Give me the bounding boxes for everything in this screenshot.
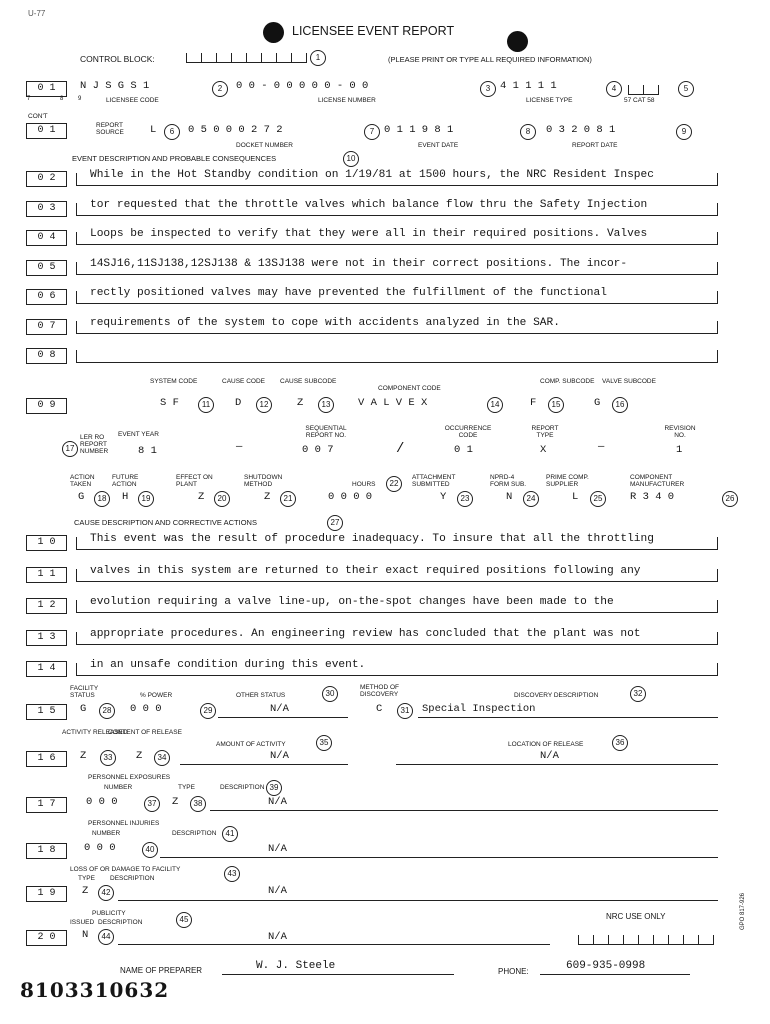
method-label: METHOD OF DISCOVERY <box>360 684 399 698</box>
nrc-use-label: NRC USE ONLY <box>606 912 666 921</box>
event-description-row-code-text: 0 8 <box>27 349 67 363</box>
circle-31: 31 <box>397 703 413 719</box>
cause-description-row-code <box>26 630 67 646</box>
nrc-use-cells <box>578 930 714 945</box>
cause-description-row-code-text: 1 0 <box>27 536 67 550</box>
damage-description[interactable]: N/A <box>268 885 287 897</box>
cause-description-line[interactable] <box>76 627 718 645</box>
power[interactable]: 0 0 0 <box>130 703 162 715</box>
circle-11: 11 <box>198 397 214 413</box>
publicity-description[interactable]: N/A <box>268 931 287 943</box>
exposures-type-label: TYPE <box>178 784 195 791</box>
content-label: CONTENT OF RELEASE <box>108 729 182 736</box>
circle-38: 38 <box>190 796 206 812</box>
cont-label: CON'T <box>28 113 48 120</box>
circle-16: 16 <box>612 397 628 413</box>
report-type-label: REPORT TYPE <box>531 425 559 439</box>
activity-released[interactable]: Z <box>80 750 87 762</box>
circle-44: 44 <box>98 929 114 945</box>
exposures-number[interactable]: 0 0 0 <box>86 796 118 808</box>
circle-39: 39 <box>266 780 282 796</box>
action-taken-label: ACTION TAKEN <box>70 474 95 488</box>
event-description-line[interactable] <box>76 289 718 304</box>
circle-12: 12 <box>256 397 272 413</box>
injuries-number[interactable]: 0 0 0 <box>84 842 116 854</box>
event-description-row-code-text: 0 5 <box>27 261 67 275</box>
docket-number[interactable]: 0 5 0 0 0 2 7 2 <box>188 124 283 136</box>
cause-description-line-text: appropriate procedures. An engineering review has concluded that the plant was not <box>90 627 641 640</box>
corner-code: U-77 <box>28 9 46 18</box>
ler-dash: — <box>236 441 243 453</box>
ler-label: LER RO REPORT NUMBER <box>80 434 109 455</box>
event-description-line-text: rectly positioned valves may have prevented the fulfillment of the functional <box>90 287 607 299</box>
event-description-row-code <box>26 230 67 246</box>
event-description-row-code <box>26 201 67 217</box>
exposures-type[interactable]: Z <box>172 796 179 808</box>
cause-description-line-text: evolution requiring a valve line-up, on-the-spot changes have been made to the <box>90 596 614 608</box>
phone-label: PHONE: <box>498 967 529 976</box>
circle-37: 37 <box>144 796 160 812</box>
circle-13: 13 <box>318 397 334 413</box>
circle-40: 40 <box>142 842 158 858</box>
cause-description-label: CAUSE DESCRIPTION AND CORRECTIVE ACTIONS <box>74 518 257 527</box>
license-number-label: LICENSE NUMBER <box>318 97 376 104</box>
circle-6: 6 <box>164 124 180 140</box>
circle-30: 30 <box>322 686 338 702</box>
row-code-18 <box>26 843 67 859</box>
damage-type[interactable]: Z <box>82 885 89 897</box>
row-code-17 <box>26 797 67 813</box>
circle-41: 41 <box>222 826 238 842</box>
location-of-release[interactable]: N/A <box>540 750 559 762</box>
cause-description-row-code <box>26 598 67 614</box>
row-code-01 <box>26 81 67 97</box>
circle-2: 2 <box>212 81 228 97</box>
event-description-line[interactable] <box>76 230 718 245</box>
future-action[interactable]: H <box>122 491 129 503</box>
method[interactable]: C <box>376 703 383 715</box>
row-code-16 <box>26 751 67 767</box>
content-of-release[interactable]: Z <box>136 750 143 762</box>
other-status[interactable]: N/A <box>270 703 289 715</box>
cause-subcode-label: CAUSE SUBCODE <box>280 378 337 385</box>
component-code[interactable]: V A L V E X <box>358 397 428 409</box>
row-code-09 <box>26 398 67 414</box>
circle-21: 21 <box>280 491 296 507</box>
manufacturer-label: COMPONENT MANUFACTURER <box>630 474 685 488</box>
docket-label: DOCKET NUMBER <box>236 142 293 149</box>
circle-22: 22 <box>386 476 402 492</box>
event-description-row-code-text: 0 2 <box>27 172 67 186</box>
cause-description-row-code <box>26 567 67 583</box>
preparer-name[interactable]: W. J. Steele <box>256 960 336 972</box>
location-label: LOCATION OF RELEASE <box>508 741 584 748</box>
event-description-row-code-text: 0 3 <box>27 202 67 216</box>
valve-subcode[interactable]: G <box>594 397 601 409</box>
damage-description-label: DESCRIPTION <box>110 875 155 882</box>
event-description-line-text: requirements of the system to cope with accidents analyzed in the SAR. <box>90 316 560 329</box>
control-block-cells[interactable] <box>186 48 307 63</box>
power-label: % POWER <box>140 692 173 699</box>
control-block-label: CONTROL BLOCK: <box>80 54 155 64</box>
cause-description-line[interactable] <box>76 535 718 550</box>
license-type-label: LICENSE TYPE <box>526 97 573 104</box>
injuries-label: PERSONNEL INJURIES <box>88 820 160 827</box>
report-source-label: REPORT SOURCE <box>96 122 124 136</box>
cause-code-label: CAUSE CODE <box>222 378 265 385</box>
component-code-label: COMPONENT CODE <box>378 385 441 392</box>
row-code-20 <box>26 930 67 946</box>
row-code-01-text: 0 1 <box>27 82 67 96</box>
exposures-label: PERSONNEL EXPOSURES <box>88 774 171 781</box>
circle-1: 1 <box>310 50 326 66</box>
form-title: LICENSEE EVENT REPORT <box>292 24 455 38</box>
manufacturer[interactable]: R 3 4 0 <box>630 491 675 503</box>
cat-cells[interactable] <box>628 80 659 95</box>
supplier-label: PRIME COMP. SUPPLIER <box>546 474 589 488</box>
cause-description-line-text: valves in this system are returned to their exact required positions following any <box>90 564 641 577</box>
row-code-cont <box>26 123 67 139</box>
event-description-line-text: 14SJ16,11SJ138,12SJ138 & 13SJ138 were not in their correct positions. The incor- <box>90 257 628 270</box>
occurrence-code[interactable]: 0 1 <box>454 444 473 456</box>
row-code-19-text: 1 9 <box>27 887 67 901</box>
nprd[interactable]: N <box>506 491 513 503</box>
facility-status-label: FACILITY STATUS <box>70 685 99 699</box>
circle-10: 10 <box>343 151 359 167</box>
circle-32: 32 <box>630 686 646 702</box>
report-type[interactable]: X <box>540 444 547 456</box>
hours-label: HOURS <box>352 481 376 488</box>
supplier[interactable]: L <box>572 491 579 503</box>
valve-subcode-label: VALVE SUBCODE <box>602 378 656 385</box>
injuries-description-label: DESCRIPTION <box>172 830 217 837</box>
publicity-description-label: DESCRIPTION <box>98 919 143 926</box>
cause-description-line-text: in an unsafe condition during this event. <box>90 659 366 671</box>
revision-label: REVISION NO. <box>664 425 696 439</box>
circle-36: 36 <box>612 735 628 751</box>
event-year-label: EVENT YEAR <box>118 431 159 438</box>
event-description-line[interactable] <box>76 257 718 275</box>
issued-label: ISSUED <box>70 919 95 926</box>
event-description-line[interactable] <box>76 198 718 216</box>
shutdown-label: SHUTDOWN METHOD <box>244 474 283 488</box>
circle-45: 45 <box>176 912 192 928</box>
event-description-row-code-text: 0 7 <box>27 320 67 334</box>
event-description-row-code <box>26 319 67 335</box>
circle-8: 8 <box>520 124 536 140</box>
effect[interactable]: Z <box>198 491 205 503</box>
attachment-label: ATTACHMENT SUBMITTED <box>412 474 456 488</box>
cause-description-line-text: This event was the result of procedure inadequacy. To insure that all the throttling <box>90 533 654 545</box>
sequential-label: SEQUENTIAL REPORT NO. <box>305 425 347 439</box>
row-code-15 <box>26 704 67 720</box>
event-description-line-text: tor requested that the throttle valves which balance flow thru the Safety Injection <box>90 198 648 211</box>
license-number[interactable]: 0 0 - 0 0 0 0 0 - 0 0 <box>236 80 369 92</box>
cause-subcode[interactable]: Z <box>297 397 304 409</box>
event-description-label: EVENT DESCRIPTION AND PROBABLE CONSEQUENCES <box>72 154 277 163</box>
event-description-line-text: While in the Hot Standby condition on 1/19/81 at 1500 hours, the NRC Resident Inspec <box>90 169 654 181</box>
publicity-label: PUBLICITY <box>92 910 126 917</box>
ler-dash-2: — <box>598 441 605 453</box>
circle-29: 29 <box>200 703 216 719</box>
damage-label: LOSS OF OR DAMAGE TO FACILITY <box>70 866 181 873</box>
future-action-label: FUTURE ACTION <box>112 474 139 488</box>
comp-subcode-label: COMP. SUBCODE <box>540 378 595 385</box>
discovery-description[interactable]: Special Inspection <box>422 703 536 715</box>
injuries-number-label: NUMBER <box>92 830 121 837</box>
cause-description-row-code <box>26 535 67 551</box>
licensee-code-label: LICENSEE CODE <box>106 97 159 104</box>
circle-19: 19 <box>138 491 154 507</box>
row-code-17-text: 1 7 <box>27 798 67 812</box>
amount-label: AMOUNT OF ACTIVITY <box>216 741 286 748</box>
damage-type-label: TYPE <box>78 875 95 882</box>
event-description-row-code-text: 0 6 <box>27 290 67 304</box>
sequential-number[interactable]: 0 0 7 <box>302 444 334 456</box>
circle-9: 9 <box>676 124 692 140</box>
side-stamp: GPO 817-926 <box>740 892 746 930</box>
row-code-16-text: 1 6 <box>27 752 67 766</box>
system-code-label: SYSTEM CODE <box>150 378 198 385</box>
event-description-row-code <box>26 260 67 276</box>
circle-26: 26 <box>722 491 738 507</box>
event-description-line[interactable] <box>76 171 718 186</box>
nprd-label: NPRD-4 FORM SUB. <box>490 474 527 488</box>
comp-subcode[interactable]: F <box>530 397 537 409</box>
circle-28: 28 <box>99 703 115 719</box>
row-code-20-text: 2 0 <box>27 931 67 945</box>
row-code-18-text: 1 8 <box>27 844 67 858</box>
other-status-label: OTHER STATUS <box>236 692 286 699</box>
revision-number[interactable]: 1 <box>676 444 683 456</box>
cause-code[interactable]: D <box>235 397 242 409</box>
circle-25: 25 <box>590 491 606 507</box>
circle-24: 24 <box>523 491 539 507</box>
exposures-number-label: NUMBER <box>104 784 133 791</box>
event-description-row-code <box>26 348 67 364</box>
facility-status[interactable]: G <box>80 703 87 715</box>
activity-released-label: ACTIVITY RELEASED <box>62 729 128 736</box>
registration-dot-left <box>263 22 284 43</box>
license-type[interactable]: 4 1 1 1 1 <box>500 80 557 92</box>
report-date[interactable]: 0 3 2 0 8 1 <box>546 124 616 136</box>
licensee-code[interactable]: N J S G S 1 <box>80 80 150 92</box>
injuries-description[interactable]: N/A <box>268 843 287 855</box>
cause-description-row-code-text: 1 3 <box>27 631 67 645</box>
circle-14: 14 <box>487 397 503 413</box>
instruction-text: (PLEASE PRINT OR TYPE ALL REQUIRED INFORMATION) <box>388 55 592 64</box>
system-code[interactable]: S F <box>160 397 179 409</box>
row-code-cont-text: 0 1 <box>27 124 67 138</box>
cause-description-row-code <box>26 661 67 677</box>
cause-description-row-code-text: 1 1 <box>27 568 67 582</box>
circle-5: 5 <box>678 81 694 97</box>
row-code-15-text: 1 5 <box>27 705 67 719</box>
circle-3: 3 <box>480 81 496 97</box>
exposures-description-label: DESCRIPTION <box>220 784 265 791</box>
cause-description-line[interactable] <box>76 598 718 613</box>
event-date[interactable]: 0 1 1 9 8 1 <box>384 124 454 136</box>
ler-slash: / <box>396 441 405 457</box>
exposures-description[interactable]: N/A <box>268 796 287 808</box>
event-date-label: EVENT DATE <box>418 142 459 149</box>
cause-description-line[interactable] <box>76 564 718 582</box>
circle-20: 20 <box>214 491 230 507</box>
effect-label: EFFECT ON PLANT <box>176 474 213 488</box>
circle-23: 23 <box>457 491 473 507</box>
event-description-row-code <box>26 171 67 187</box>
report-date-label: REPORT DATE <box>572 142 618 149</box>
event-description-row-code <box>26 289 67 305</box>
report-source[interactable]: L <box>150 124 157 136</box>
circle-17: 17 <box>62 441 78 457</box>
circle-4: 4 <box>606 81 622 97</box>
shutdown[interactable]: Z <box>264 491 271 503</box>
cat-label: 57 CAT 58 <box>624 97 655 104</box>
event-description-line-text: Loops be inspected to verify that they were all in their required positions. Valves <box>90 228 648 240</box>
circle-33: 33 <box>100 750 116 766</box>
circle-27: 27 <box>327 515 343 531</box>
publicity-issued[interactable]: N <box>82 929 89 941</box>
phone-number[interactable]: 609-935-0998 <box>566 960 646 972</box>
event-description-row-code-text: 0 4 <box>27 231 67 245</box>
event-description-line[interactable] <box>76 316 718 334</box>
circle-42: 42 <box>98 885 114 901</box>
hours[interactable]: 0 0 0 0 <box>328 491 373 503</box>
row-code-19 <box>26 886 67 902</box>
circle-15: 15 <box>548 397 564 413</box>
occurrence-label: OCCURRENCE CODE <box>444 425 492 439</box>
attachment[interactable]: Y <box>440 491 447 503</box>
discovery-label: DISCOVERY DESCRIPTION <box>514 692 599 699</box>
cause-description-row-code-text: 1 4 <box>27 662 67 676</box>
circle-7: 7 <box>364 124 380 140</box>
preparer-label: NAME OF PREPARER <box>120 966 203 975</box>
cause-description-line[interactable] <box>76 661 718 676</box>
action-taken[interactable]: G <box>78 491 85 503</box>
circle-34: 34 <box>154 750 170 766</box>
registration-dot-right <box>507 31 528 52</box>
cause-description-row-code-text: 1 2 <box>27 599 67 613</box>
circle-18: 18 <box>94 491 110 507</box>
circle-43: 43 <box>224 866 240 882</box>
document-number: 8103310632 <box>20 978 170 1002</box>
event-year[interactable]: 8 1 <box>138 445 157 457</box>
event-description-line[interactable] <box>76 348 718 363</box>
amount-of-activity[interactable]: N/A <box>270 750 289 762</box>
circle-35: 35 <box>316 735 332 751</box>
row-code-09-text: 0 9 <box>27 399 67 413</box>
